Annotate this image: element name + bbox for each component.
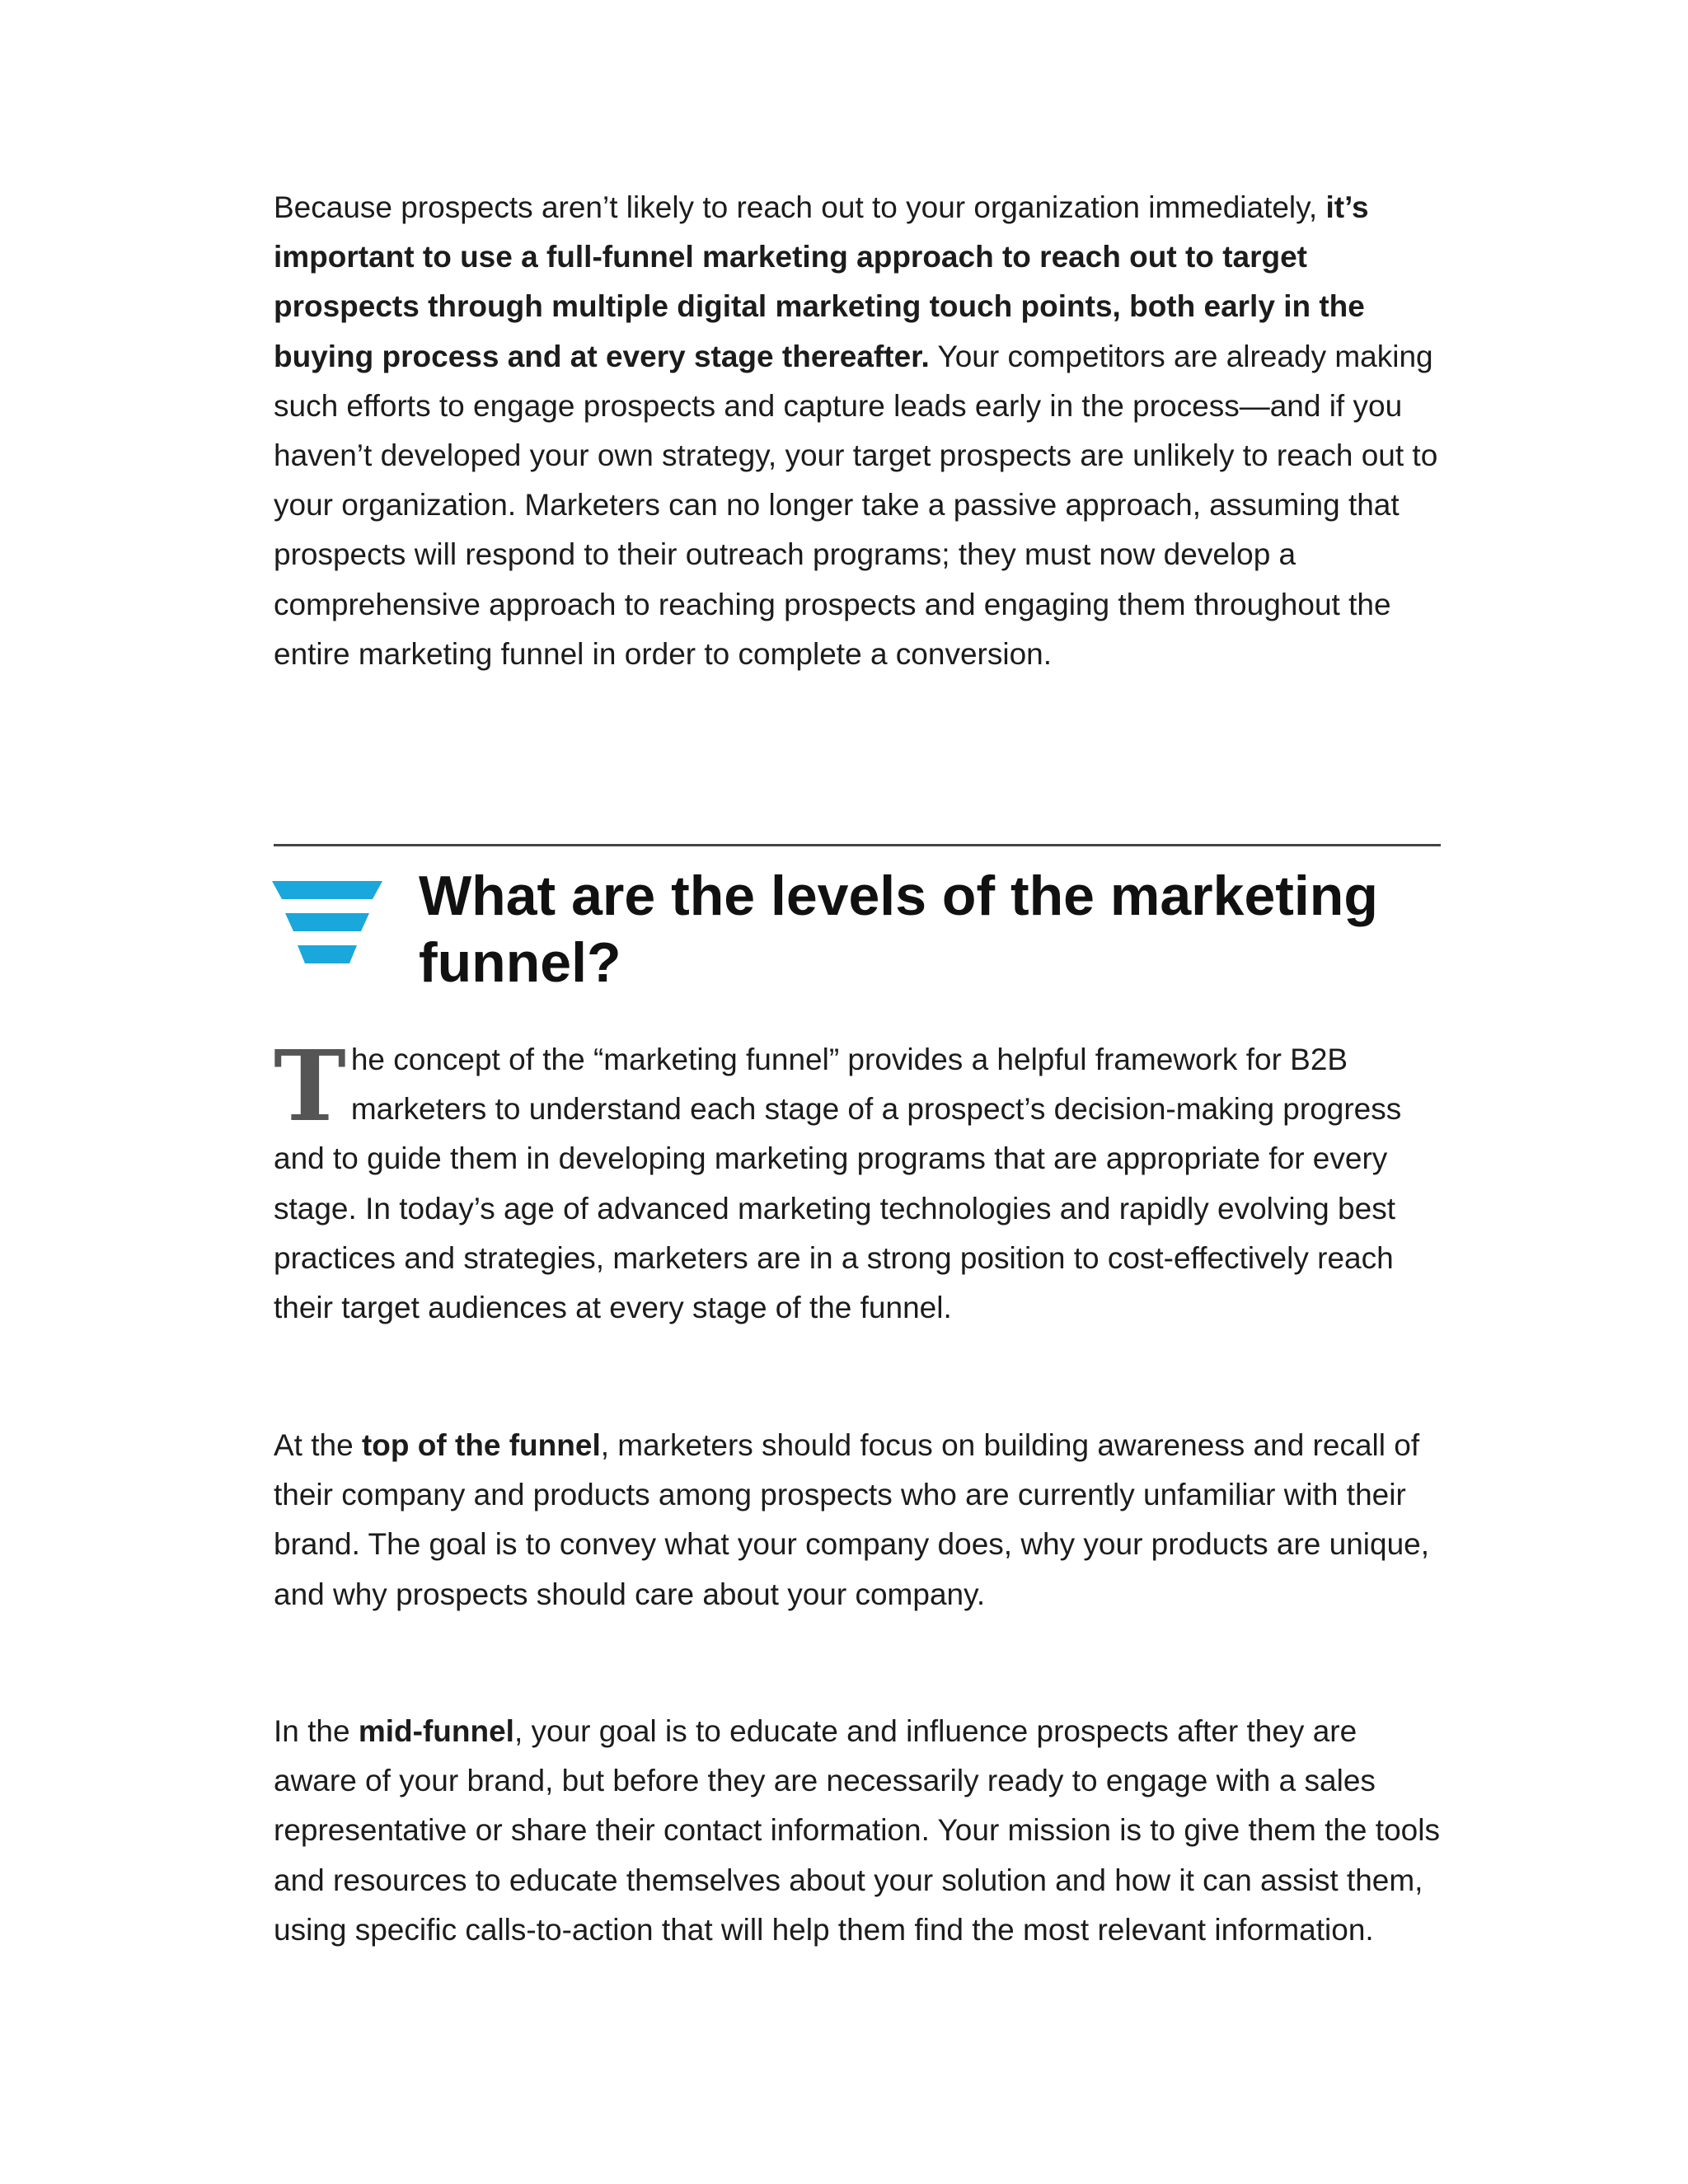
funnel-concept-paragraph [274, 1029, 1444, 1333]
drop-cap: T [274, 1029, 346, 1143]
mid-funnel-text: , your goal is to educate and influence prospects after they are aware of your brand, but before they are necessarily ready to engage with a sales representative or share their contact information. Your mission is to give them the tools and resources to educate themselves about your solution and how it can assist them, using specific calls-to-action that will help them find the most relevant information. [274, 1714, 1440, 1947]
funnel-top-band [272, 881, 382, 899]
top-funnel-lead: At the [274, 1428, 362, 1462]
mid-funnel-paragraph [274, 1707, 1444, 1955]
funnel-middle-band [285, 913, 369, 931]
funnel-bottom-band [298, 945, 357, 963]
intro-text-start: Because prospects aren’t likely to reach out to your organization immediately, [274, 190, 1326, 224]
top-of-funnel-paragraph [274, 1421, 1444, 1619]
mid-funnel-bold: mid-funnel [358, 1714, 514, 1748]
funnel-concept-text: he concept of the “marketing funnel” provides a helpful framework for B2B marketers to understand each stage of a prospect’s decision-making progress and to guide them in developing marketing programs that are appropriate for every stage. In today’s age of advanced marketing technologies and rapidly evolving best practices and strategies, marketers are in a strong position to cost-effectively reach their target audiences at every stage of the funnel. [274, 1043, 1402, 1325]
top-funnel-bold: top of the funnel [361, 1428, 601, 1462]
intro-bold-text: it’s important to use a full-funnel marketing approach to reach out to target prospects through multiple digital marketing touch points, both early in the buying process and at every stage thereafter. [274, 190, 1369, 373]
mid-funnel-lead: In the [274, 1714, 359, 1748]
intro-text-end: Your competitors are already making such efforts to engage prospects and capture leads early in the process—and if you haven’t developed your own strategy, your target prospects are unlikely to reach out to your organization. Marketers can no longer take a passive approach, assuming that prospects will respond to their outreach programs; they must now develop a comprehensive approach to reaching prospects and engaging them throughout the entire marketing funnel in order to complete a conversion. [274, 339, 1438, 671]
funnel-icon [272, 881, 382, 967]
section-divider [274, 844, 1441, 846]
section-heading: What are the levels of the marketing funnel? [419, 865, 1378, 994]
top-funnel-text: , marketers should focus on building awareness and recall of their company and products among prospects who are currently unfamiliar with their brand. The goal is to convey what your company does, why your products are unique, and why prospects should care about your company. [274, 1428, 1430, 1611]
intro-paragraph [274, 183, 1444, 679]
